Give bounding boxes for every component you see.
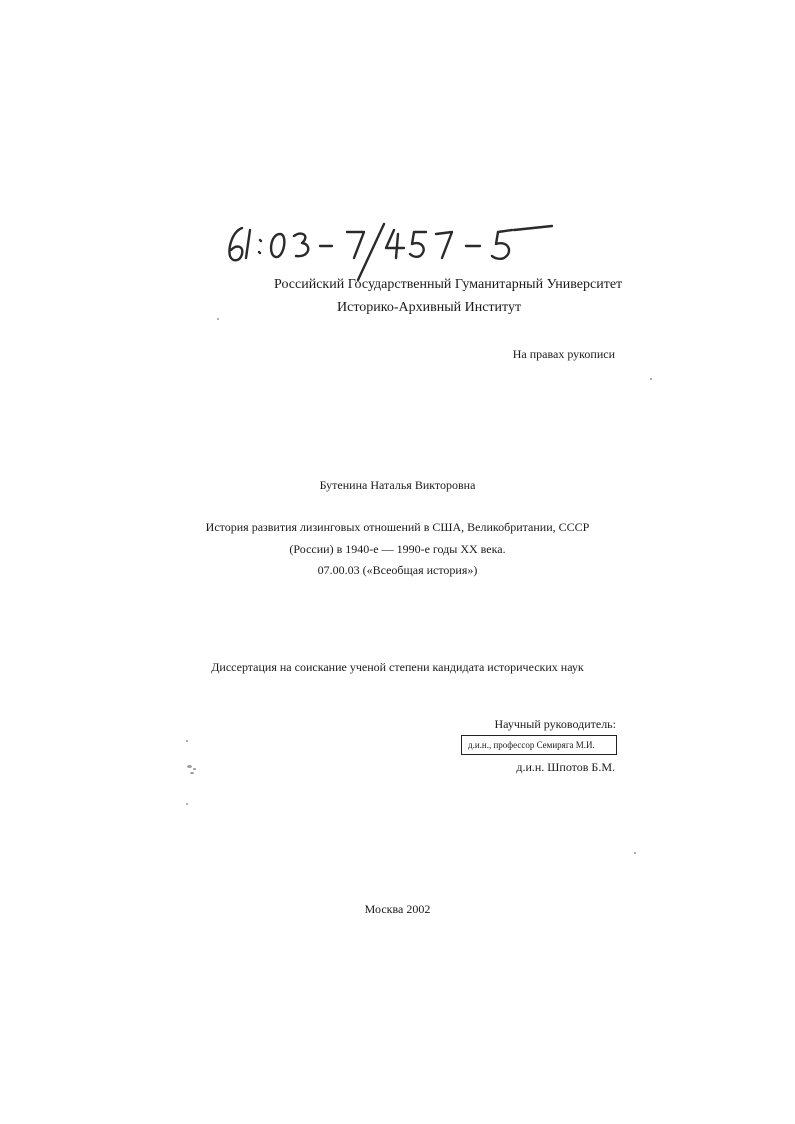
scan-speck [186,740,188,742]
specialty: 07.00.03 («Всеобщая история») [317,563,478,577]
scan-speck [634,852,636,854]
scan-speck [650,378,652,380]
institute-name: Историко-Архивный Институт [337,300,522,315]
scan-speck [193,768,196,770]
title-line-1: История развития лизинговых отношений в США, Великобритании, СССР [205,520,590,534]
degree-statement: Диссертация на соискание ученой степени кандидата исторических наук [211,660,584,674]
supervisor-1: д.и.н., профессор Семиряга М.И. [468,740,595,750]
supervisor-2: д.и.н. Шпотов Б.М. [516,760,615,774]
scan-speck [217,318,219,320]
supervisor-1-box [461,735,617,755]
rights-note: На правах рукописи [512,347,615,361]
supervisor-label: Научный руководитель: [494,717,616,731]
university-name: Российский Государственный Гуманитарный Университет [274,277,623,292]
title-line-2: (России) в 1940-е — 1990-е годы XX века. [289,542,506,556]
scan-speck [186,803,188,805]
author-name: Бутенина Наталья Викторовна [319,478,476,492]
city-year: Москва 2002 [364,902,431,916]
scan-speck [187,765,192,768]
scan-speck [190,772,194,774]
